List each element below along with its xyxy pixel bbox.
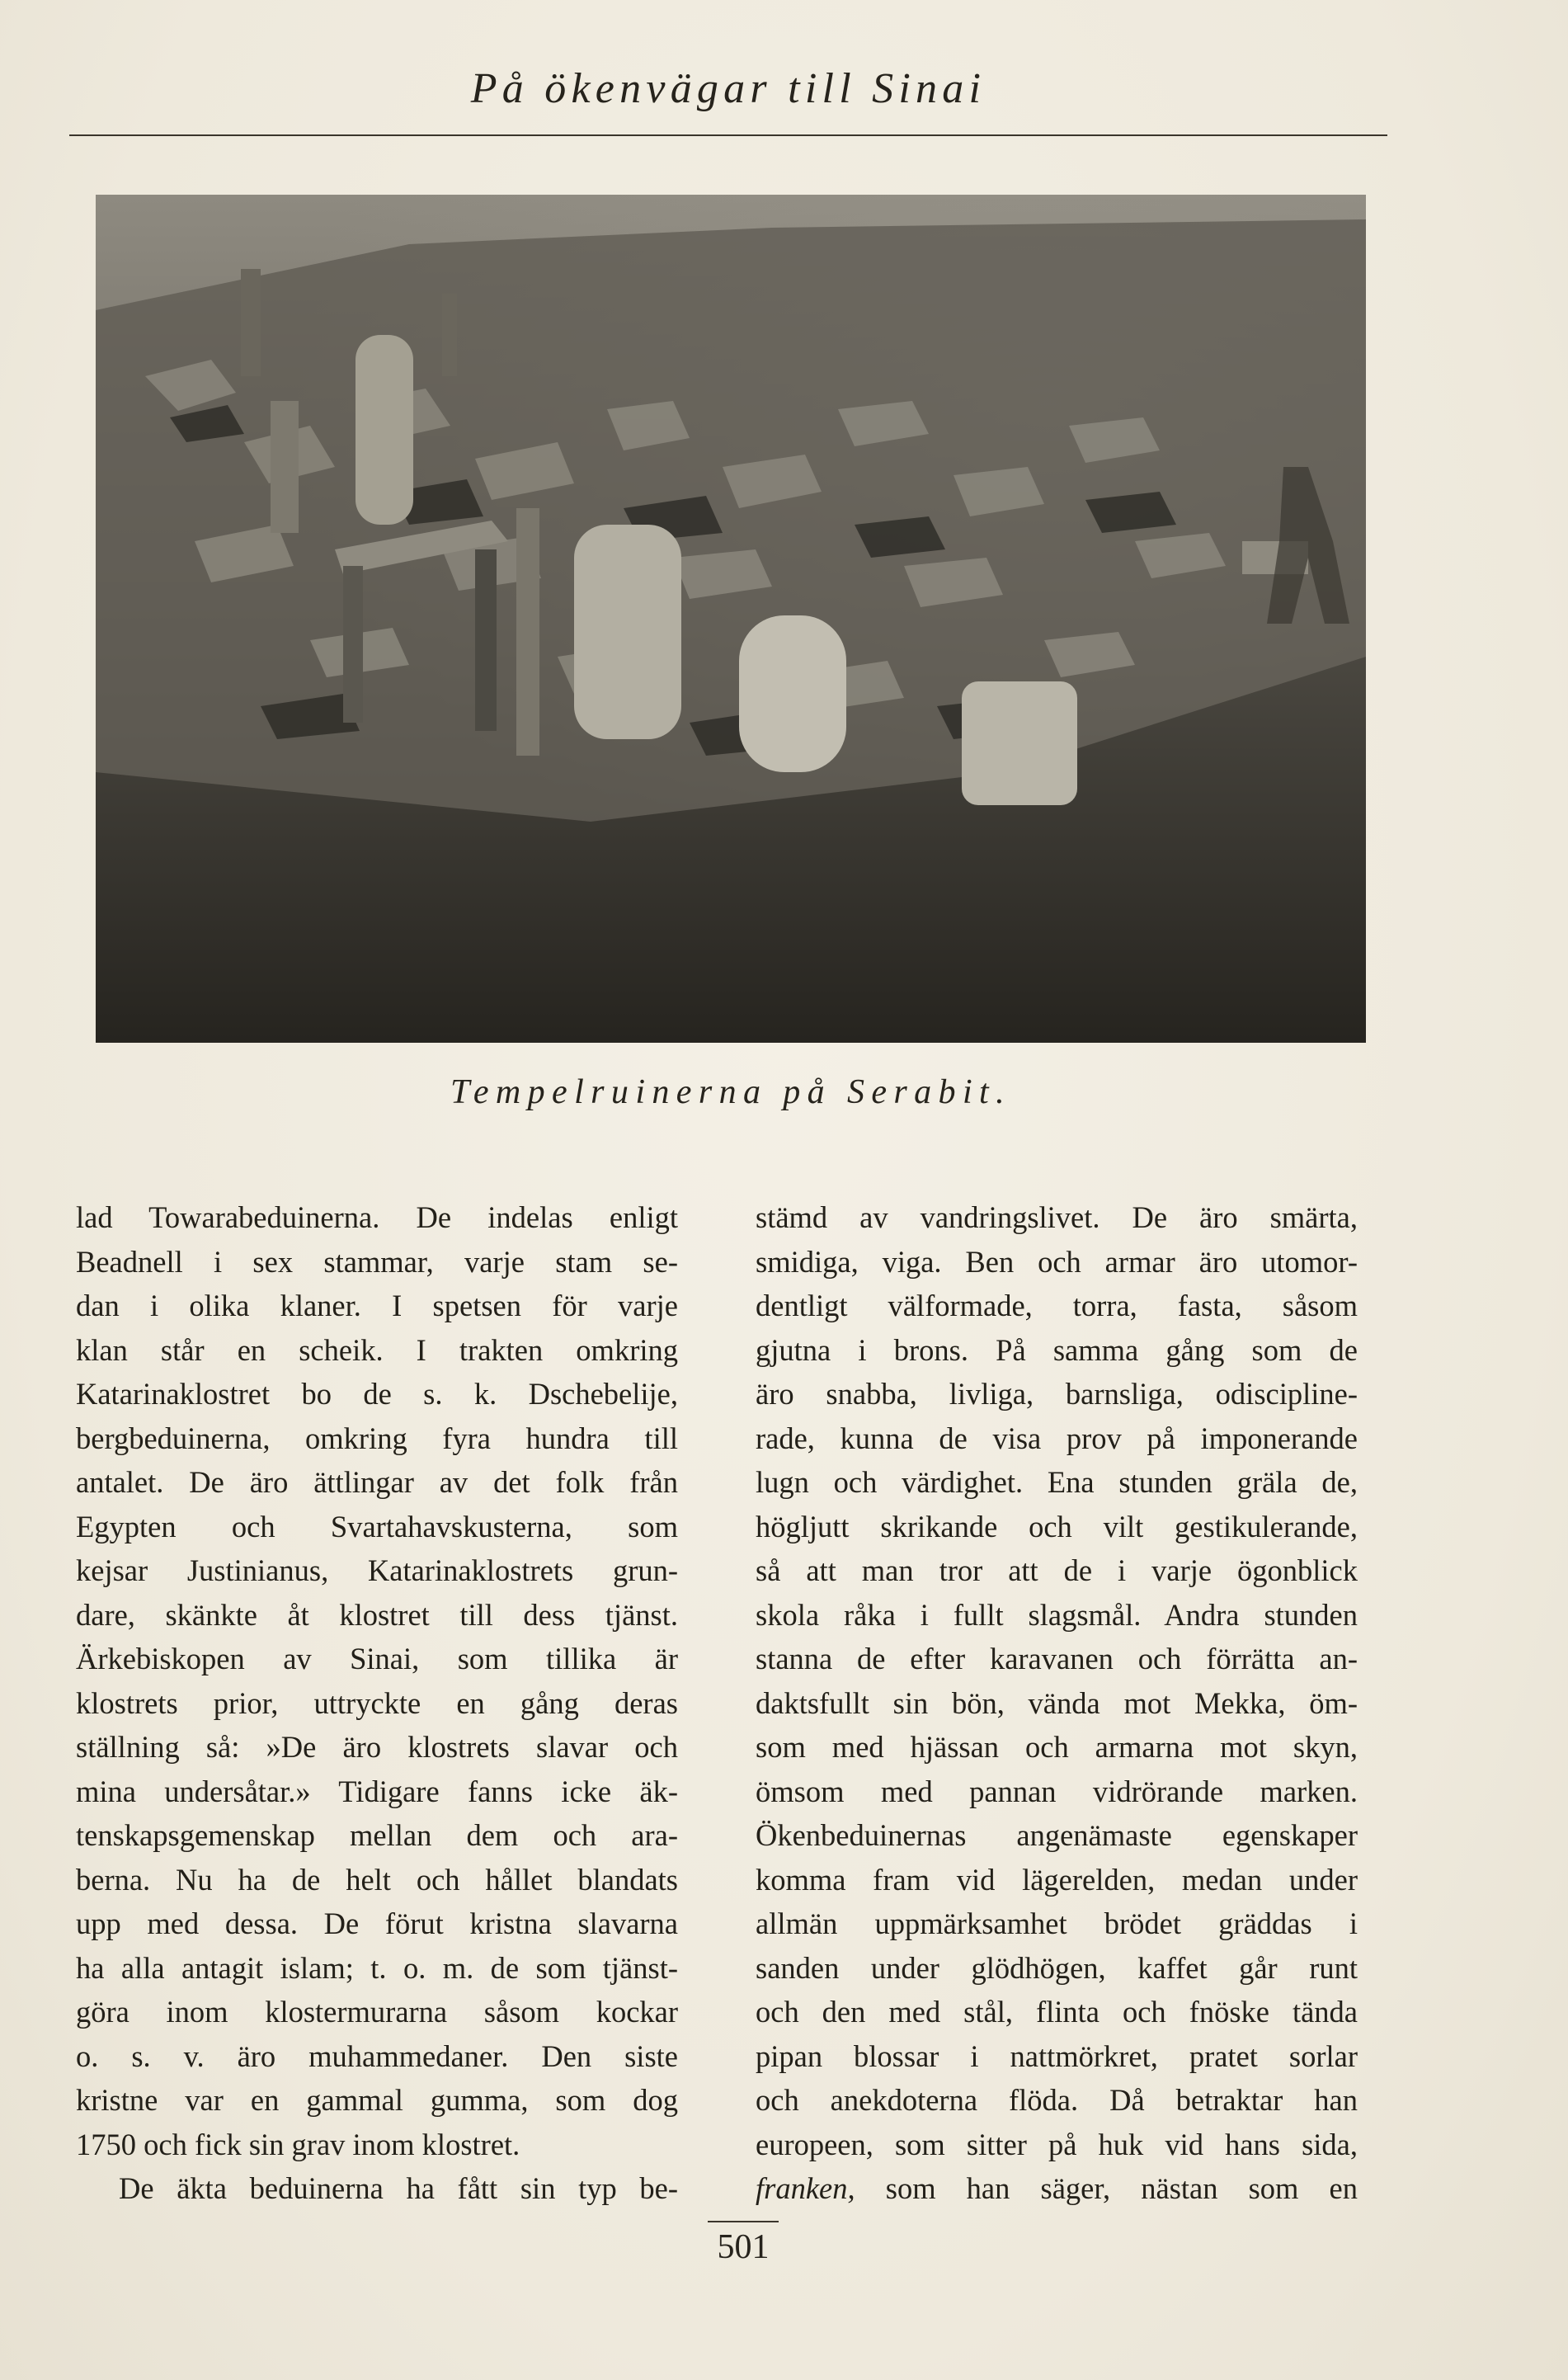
text-column-right bbox=[756, 1195, 1358, 2211]
text-line: så att man tror att de i varje ögonblick bbox=[756, 1553, 1358, 1587]
text-line: bergbeduinerna, omkring fyra hundra till bbox=[76, 1421, 678, 1455]
text-line: göra inom klostermurarna såsom kockar bbox=[76, 1995, 678, 2029]
text-line: och den med stål, flinta och fnöske tända bbox=[756, 1995, 1358, 2029]
text-line: och anekdoterna flöda. Då betraktar han bbox=[756, 2083, 1358, 2117]
text-line: högljutt skrikande och vilt gestikulerande, bbox=[756, 1509, 1358, 1543]
text-line: o. s. v. äro muhammedaner. Den siste bbox=[76, 2038, 678, 2073]
text-line: Beadnell i sex stammar, varje stam se- bbox=[76, 1244, 678, 1279]
text-line: som med hjässan och armarna mot skyn, bbox=[756, 1730, 1358, 1764]
text-line: smidiga, viga. Ben och armar äro utomor- bbox=[756, 1244, 1358, 1279]
page-number: 501 bbox=[717, 2228, 770, 2266]
text-line: komma fram vid lägerelden, medan under bbox=[756, 1862, 1358, 1897]
text-line: mina undersåtar.» Tidigare fanns icke äk- bbox=[76, 1774, 678, 1808]
text-line: klostrets prior, uttryckte en gång deras bbox=[76, 1685, 678, 1720]
text-line: Ökenbeduinernas angenämaste egenskaper bbox=[756, 1818, 1358, 1852]
text-line: 1750 och fick sin grav inom klostret. bbox=[76, 2127, 520, 2161]
text-line: Ärkebiskopen av Sinai, som tillika är bbox=[76, 1642, 678, 1675]
text-line: europeen, som sitter på huk vid hans sida, bbox=[756, 2127, 1358, 2161]
text-line: dentligt välformade, torra, fasta, såsom bbox=[756, 1289, 1358, 1322]
running-title: På ökenvägar till Sinai bbox=[470, 65, 986, 112]
text-line: stanna de efter karavanen och förrätta an- bbox=[756, 1642, 1358, 1675]
text-line: antalet. De äro ättlingar av det folk från bbox=[76, 1465, 678, 1499]
text-line: ställning så: »De äro klostrets slavar och bbox=[76, 1730, 678, 1764]
text-line: stämd av vandringslivet. De äro smärta, bbox=[756, 1200, 1358, 1234]
text-line: pipan blossar i nattmörkret, pratet sorlar bbox=[756, 2038, 1358, 2073]
text-line: Egypten och Svartahavskusterna, som bbox=[76, 1509, 678, 1543]
text-line: ömsom med pannan vidrörande marken. bbox=[756, 1774, 1358, 1808]
text-line: dare, skänkte åt klostret till dess tjänst. bbox=[76, 1597, 678, 1632]
text-line: kristne var en gammal gumma, som dog bbox=[76, 2083, 678, 2117]
italic-word: franken, bbox=[756, 2171, 855, 2205]
text-column-left bbox=[76, 1195, 678, 2211]
page-number-rule bbox=[708, 2221, 779, 2222]
figure-caption: Tempelruinerna på Serabit. bbox=[450, 1073, 1011, 1111]
text-line: skola råka i fullt slagsmål. Andra stunden bbox=[756, 1597, 1358, 1632]
text-line: De äkta beduinerna ha fått sin typ be- bbox=[119, 2171, 678, 2205]
text-line: upp med dessa. De förut kristna slavarna bbox=[76, 1906, 678, 1940]
text-line-with-italic bbox=[756, 2166, 1358, 2211]
text-line: ha alla antagit islam; t. o. m. de som tjänst- bbox=[76, 1950, 678, 1985]
text-line: klan står en scheik. I trakten omkring bbox=[76, 1332, 678, 1367]
photograph-temple-ruins bbox=[96, 195, 1366, 1043]
text-line: kejsar Justinianus, Katarinaklostrets grun- bbox=[76, 1553, 678, 1587]
text-line: gjutna i brons. På samma gång som de bbox=[756, 1332, 1358, 1367]
text-line: dan i olika klaner. I spetsen för varje bbox=[76, 1289, 678, 1322]
text-line: berna. Nu ha de helt och hållet blandats bbox=[76, 1862, 678, 1897]
text-line: äro snabba, livliga, barnsliga, odiscipline- bbox=[756, 1377, 1358, 1411]
text-line: lad Towarabeduinerna. De indelas enligt bbox=[76, 1200, 678, 1234]
header-rule bbox=[69, 134, 1387, 136]
text-line: rade, kunna de visa prov på imponerande bbox=[756, 1421, 1358, 1455]
text-line: tenskapsgemenskap mellan dem och ara- bbox=[76, 1818, 678, 1852]
text-line-rest: som han säger, nästan som en bbox=[885, 2171, 1358, 2205]
text-line: Katarinaklostret bo de s. k. Dschebelije, bbox=[76, 1377, 678, 1411]
photo-illustration bbox=[96, 195, 1366, 1043]
text-line: lugn och värdighet. Ena stunden gräla de, bbox=[756, 1465, 1358, 1499]
text-line: daktsfullt sin bön, vända mot Mekka, öm- bbox=[756, 1685, 1358, 1720]
text-line: allmän uppmärksamhet brödet gräddas i bbox=[756, 1906, 1358, 1940]
text-line: sanden under glödhögen, kaffet går runt bbox=[756, 1950, 1358, 1985]
